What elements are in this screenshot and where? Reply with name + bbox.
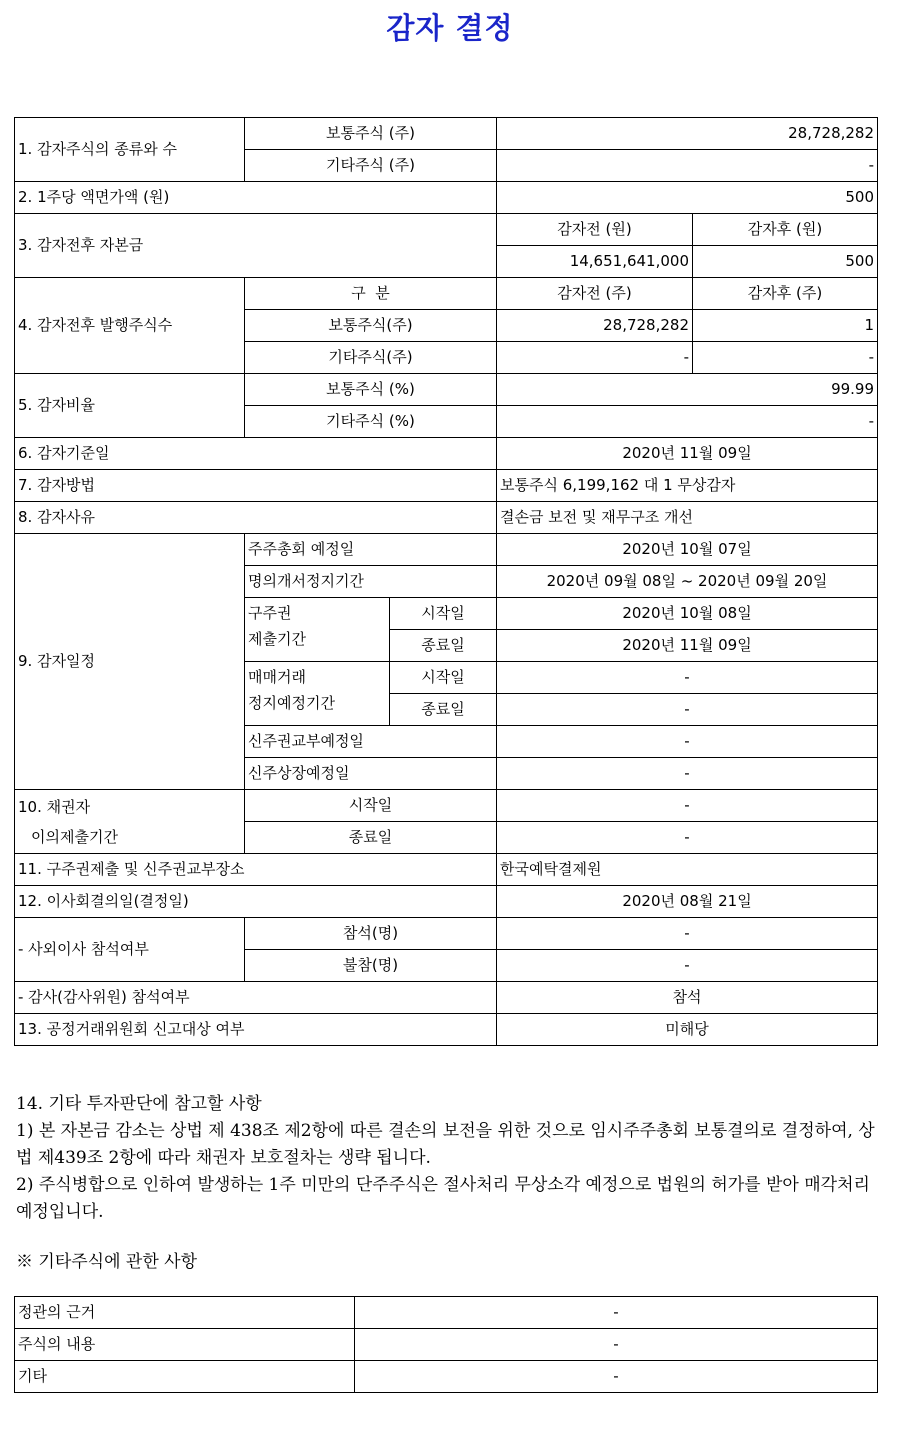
value-cell: 28,728,282 — [497, 118, 878, 150]
sub-label: 보통주식 (주) — [245, 118, 497, 150]
sub-label: 기타주식 (%) — [245, 406, 497, 438]
sub-label: 신주권교부예정일 — [245, 726, 497, 758]
table-row — [15, 182, 878, 214]
table-row — [15, 118, 878, 150]
table-row — [15, 1014, 878, 1046]
sub-label: 시작일 — [245, 790, 497, 822]
value-cell: 2020년 08월 21일 — [497, 886, 878, 918]
value-cell: 결손금 보전 및 재무구조 개선 — [497, 502, 878, 534]
table-row — [15, 790, 878, 822]
table-row — [15, 918, 878, 950]
row-label: - 사외이사 참석여부 — [15, 918, 245, 982]
group-label-line: 정지예정기간 — [248, 694, 335, 712]
value-cell: - — [693, 342, 878, 374]
row-label: 13. 공정거래위원회 신고대상 여부 — [15, 1014, 497, 1046]
notes-section — [16, 1091, 884, 1226]
table-row — [15, 278, 878, 310]
row-label-line: 이의제출기간 — [31, 827, 118, 846]
sub-label: 종료일 — [245, 822, 497, 854]
sub-label: 신주상장예정일 — [245, 758, 497, 790]
other-stock-table — [14, 1296, 878, 1393]
value-cell: 2020년 10월 07일 — [497, 534, 878, 566]
value-cell: 14,651,641,000 — [497, 246, 693, 278]
value-cell: - — [497, 950, 878, 982]
group-label — [245, 662, 390, 726]
value-cell: 참석 — [497, 982, 878, 1014]
table-row — [15, 438, 878, 470]
sub-label: 기타주식 (주) — [245, 150, 497, 182]
value-cell: 99.99 — [497, 374, 878, 406]
table-row — [15, 1329, 878, 1361]
table-row — [15, 534, 878, 566]
value-cell: - — [497, 342, 693, 374]
value-cell: 1 — [693, 310, 878, 342]
value-cell: 한국예탁결제원 — [497, 854, 878, 886]
value-cell: - — [497, 694, 878, 726]
value-cell: 2020년 10월 08일 — [497, 598, 878, 630]
value-cell: 2020년 11월 09일 — [497, 438, 878, 470]
column-header: 감자전 (주) — [497, 278, 693, 310]
value-cell: - — [355, 1361, 878, 1393]
sub-label: 보통주식 (%) — [245, 374, 497, 406]
table-row — [15, 854, 878, 886]
value-cell: - — [497, 150, 878, 182]
value-cell: 보통주식 6,199,162 대 1 무상감자 — [497, 470, 878, 502]
sub-label: 시작일 — [390, 662, 497, 694]
group-label-line: 구주권 — [248, 604, 292, 622]
sub-label: 보통주식(주) — [245, 310, 497, 342]
value-cell: 2020년 09월 08일 ~ 2020년 09월 20일 — [497, 566, 878, 598]
row-label: 기타 — [15, 1361, 355, 1393]
value-cell: - — [497, 758, 878, 790]
column-header: 감자전 (원) — [497, 214, 693, 246]
capital-reduction-table — [14, 117, 878, 1046]
row-label-line: 10. 채권자 — [18, 797, 91, 816]
value-cell: - — [497, 662, 878, 694]
sub-label: 주주총회 예정일 — [245, 534, 497, 566]
table-row — [15, 886, 878, 918]
sub-label: 종료일 — [390, 694, 497, 726]
sub-label: 기타주식(주) — [245, 342, 497, 374]
value-cell: 28,728,282 — [497, 310, 693, 342]
sub-label: 종료일 — [390, 630, 497, 662]
value-cell: - — [497, 918, 878, 950]
value-cell: - — [497, 726, 878, 758]
row-label: 5. 감자비율 — [15, 374, 245, 438]
row-label: 주식의 내용 — [15, 1329, 355, 1361]
row-label: 1. 감자주식의 종류와 수 — [15, 118, 245, 182]
table-row — [15, 1297, 878, 1329]
value-cell: - — [497, 790, 878, 822]
value-cell: 500 — [497, 182, 878, 214]
value-cell: - — [355, 1329, 878, 1361]
row-label: 12. 이사회결의일(결정일) — [15, 886, 497, 918]
table-row — [15, 502, 878, 534]
sub-label: 명의개서정지기간 — [245, 566, 497, 598]
page-title: 감자 결정 — [386, 11, 514, 45]
row-label: - 감사(감사위원) 참석여부 — [15, 982, 497, 1014]
table-row — [15, 214, 878, 246]
sub-label: 시작일 — [390, 598, 497, 630]
group-label-line: 제출기간 — [248, 630, 306, 648]
value-cell: 500 — [693, 246, 878, 278]
row-label: 2. 1주당 액면가액 (원) — [15, 182, 497, 214]
group-label-line: 매매거래 — [248, 668, 306, 686]
table-row — [15, 982, 878, 1014]
table-row — [15, 374, 878, 406]
table-row — [15, 1361, 878, 1393]
value-cell: 미해당 — [497, 1014, 878, 1046]
column-header: 감자후 (원) — [693, 214, 878, 246]
column-header: 감자후 (주) — [693, 278, 878, 310]
row-label: 11. 구주권제출 및 신주권교부장소 — [15, 854, 497, 886]
column-header: 구 분 — [245, 278, 497, 310]
row-label: 8. 감자사유 — [15, 502, 497, 534]
value-cell: - — [497, 822, 878, 854]
row-label: 7. 감자방법 — [15, 470, 497, 502]
other-stock-heading: ※ 기타주식에 관한 사항 — [16, 1252, 198, 1272]
row-label: 정관의 근거 — [15, 1297, 355, 1329]
sub-label: 참석(명) — [245, 918, 497, 950]
row-label: 9. 감자일정 — [15, 534, 245, 790]
group-label — [245, 598, 390, 662]
notes-heading: 14. 기타 투자판단에 참고할 사항 — [16, 1094, 262, 1114]
notes-item: 2) 주식병합으로 인하여 발생하는 1주 미만의 단주주식은 절사처리 무상소각 예정으로 법원의 허가를 받아 매각처리 예정입니다. — [16, 1175, 870, 1222]
value-cell: - — [497, 406, 878, 438]
notes-item: 1) 본 자본금 감소는 상법 제 438조 제2항에 따른 결손의 보전을 위한 것으로 임시주주총회 보통결의로 결정하여, 상법 제439조 2항에 따라 채권자 보호절차는 생략 됩니다. — [16, 1121, 875, 1168]
row-label: 4. 감자전후 발행주식수 — [15, 278, 245, 374]
value-cell: 2020년 11월 09일 — [497, 630, 878, 662]
row-label — [15, 790, 245, 854]
table-row — [15, 470, 878, 502]
row-label: 6. 감자기준일 — [15, 438, 497, 470]
sub-label: 불참(명) — [245, 950, 497, 982]
row-label: 3. 감자전후 자본금 — [15, 214, 497, 278]
value-cell: - — [355, 1297, 878, 1329]
